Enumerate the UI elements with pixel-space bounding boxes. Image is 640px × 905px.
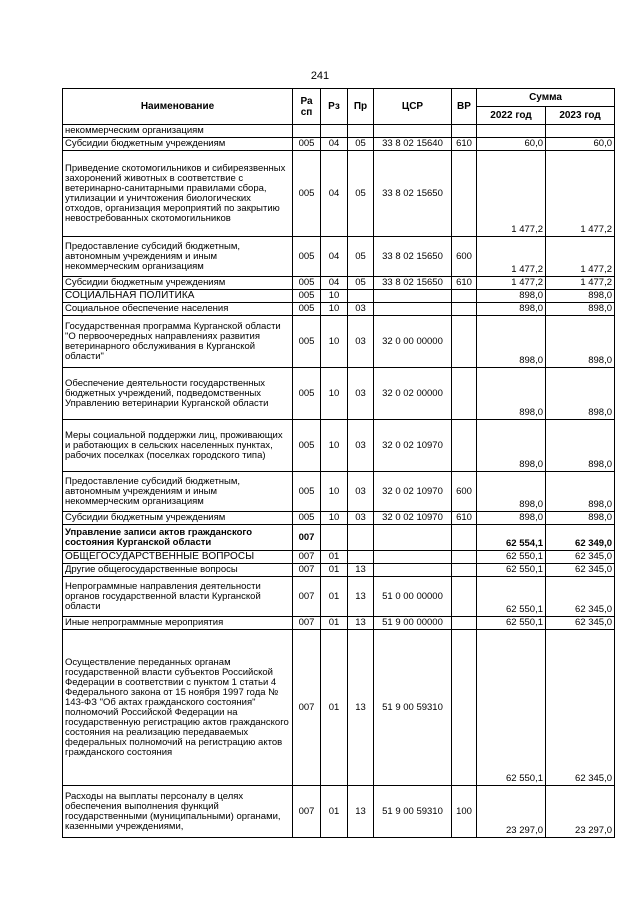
row-pr: 03	[348, 472, 374, 512]
row-name: Иные непрограммные мероприятия	[63, 617, 293, 630]
row-name: некоммерческим организациям	[63, 125, 293, 138]
row-pr: 03	[348, 368, 374, 420]
row-rasp: 005	[293, 277, 321, 290]
row-pr: 13	[348, 564, 374, 577]
row-sum-2023: 23 297,0	[546, 786, 615, 838]
row-pr: 13	[348, 577, 374, 617]
row-pr: 05	[348, 151, 374, 237]
table-row	[63, 512, 615, 525]
header-vr: ВР	[452, 89, 477, 125]
row-pr: 05	[348, 138, 374, 151]
header-sum: Сумма	[477, 89, 615, 107]
row-name: Субсидии бюджетным учреждениям	[63, 138, 293, 151]
row-vr: 610	[452, 512, 477, 525]
header-pr: Пр	[348, 89, 374, 125]
header-csr: ЦСР	[374, 89, 452, 125]
row-name: Другие общегосударственные вопросы	[63, 564, 293, 577]
row-csr: 33 8 02 15650	[374, 277, 452, 290]
page-number: 241	[310, 70, 330, 82]
row-rasp: 005	[293, 368, 321, 420]
table-row	[63, 237, 615, 277]
row-rz: 04	[321, 138, 348, 151]
row-vr	[452, 303, 477, 316]
row-vr	[452, 577, 477, 617]
row-name: Субсидии бюджетным учреждениям	[63, 512, 293, 525]
row-sum-2022: 60,0	[477, 138, 546, 151]
row-rz: 10	[321, 420, 348, 472]
row-sum-2023: 898,0	[546, 303, 615, 316]
table-row	[63, 551, 615, 564]
table-row	[63, 138, 615, 151]
row-vr: 100	[452, 786, 477, 838]
table-row	[63, 125, 615, 138]
row-rasp: 007	[293, 525, 321, 551]
header-2022: 2022 год	[477, 107, 546, 125]
table-row	[63, 290, 615, 303]
table-body	[63, 125, 615, 838]
row-sum-2023: 898,0	[546, 316, 615, 368]
row-csr	[374, 303, 452, 316]
row-name: Социальное обеспечение населения	[63, 303, 293, 316]
row-csr: 32 0 02 10970	[374, 512, 452, 525]
row-vr	[452, 316, 477, 368]
row-name: Приведение скотомогильников и сибиреязвенных захоронений животных в соответствие с ветеринарно-санитарными правилами сбора, утилизации и уничтожения биологических отходов, организация мероприятий по закрытию невостребованных скотомогильников	[63, 151, 293, 237]
row-rasp: 007	[293, 577, 321, 617]
row-sum-2023: 62 345,0	[546, 617, 615, 630]
budget-table	[62, 88, 615, 838]
table-row	[63, 577, 615, 617]
row-sum-2022: 62 550,1	[477, 630, 546, 786]
row-vr	[452, 617, 477, 630]
table-row	[63, 316, 615, 368]
row-sum-2022: 898,0	[477, 303, 546, 316]
row-pr: 05	[348, 237, 374, 277]
row-rz: 04	[321, 237, 348, 277]
row-csr	[374, 125, 452, 138]
row-rz: 10	[321, 303, 348, 316]
row-name: Управление записи актов гражданского состояния Курганской области	[63, 525, 293, 551]
row-vr	[452, 420, 477, 472]
row-sum-2022: 62 550,1	[477, 617, 546, 630]
row-name: Предоставление субсидий бюджетным, автономным учреждениям и иным некоммерческим организациям	[63, 237, 293, 277]
row-csr: 32 0 02 10970	[374, 420, 452, 472]
row-rz: 10	[321, 368, 348, 420]
row-sum-2022: 898,0	[477, 368, 546, 420]
row-sum-2022: 1 477,2	[477, 237, 546, 277]
row-rz: 04	[321, 277, 348, 290]
row-rasp: 005	[293, 316, 321, 368]
row-sum-2023: 1 477,2	[546, 277, 615, 290]
row-rasp	[293, 125, 321, 138]
row-csr: 32 0 02 10970	[374, 472, 452, 512]
row-rz: 10	[321, 316, 348, 368]
row-rasp: 005	[293, 151, 321, 237]
row-rz: 10	[321, 472, 348, 512]
row-rasp: 005	[293, 472, 321, 512]
row-pr	[348, 125, 374, 138]
row-rasp: 005	[293, 420, 321, 472]
row-pr	[348, 551, 374, 564]
row-name: Непрограммные направления деятельности органов государственной власти Курганской области	[63, 577, 293, 617]
row-csr	[374, 525, 452, 551]
row-csr: 51 0 00 00000	[374, 577, 452, 617]
row-name: Государственная программа Курганской области "О первоочередных направлениях развития ветеринарного обслуживания в Курганской области"	[63, 316, 293, 368]
row-rz: 01	[321, 617, 348, 630]
row-rasp: 005	[293, 138, 321, 151]
row-pr: 13	[348, 630, 374, 786]
row-vr: 610	[452, 138, 477, 151]
row-vr	[452, 125, 477, 138]
row-csr: 33 8 02 15640	[374, 138, 452, 151]
row-name: Обеспечение деятельности государственных бюджетных учреждений, подведомственных Управлению ветеринарии Курганской области	[63, 368, 293, 420]
row-sum-2022: 898,0	[477, 512, 546, 525]
row-rasp: 007	[293, 551, 321, 564]
table-row	[63, 617, 615, 630]
row-sum-2022: 898,0	[477, 290, 546, 303]
row-name: Меры социальной поддержки лиц, проживающих и работающих в сельских населенных пунктах, рабочих поселках (поселках городского типа)	[63, 420, 293, 472]
row-rasp: 007	[293, 564, 321, 577]
row-rz: 10	[321, 512, 348, 525]
row-pr: 05	[348, 277, 374, 290]
row-pr: 03	[348, 316, 374, 368]
row-sum-2023: 62 349,0	[546, 525, 615, 551]
table-row	[63, 630, 615, 786]
row-sum-2023: 898,0	[546, 290, 615, 303]
row-sum-2022: 23 297,0	[477, 786, 546, 838]
row-rz	[321, 525, 348, 551]
row-sum-2023: 62 345,0	[546, 630, 615, 786]
row-pr	[348, 290, 374, 303]
row-sum-2023: 62 345,0	[546, 564, 615, 577]
row-pr: 03	[348, 512, 374, 525]
row-pr: 13	[348, 786, 374, 838]
table-row	[63, 368, 615, 420]
row-rz	[321, 125, 348, 138]
row-csr: 32 0 02 00000	[374, 368, 452, 420]
row-sum-2022: 62 550,1	[477, 577, 546, 617]
row-name: Предоставление субсидий бюджетным, автономным учреждениям и иным некоммерческим организациям	[63, 472, 293, 512]
row-sum-2023: 898,0	[546, 512, 615, 525]
row-pr: 13	[348, 617, 374, 630]
row-rasp: 005	[293, 512, 321, 525]
row-csr: 33 8 02 15650	[374, 151, 452, 237]
row-sum-2022: 898,0	[477, 316, 546, 368]
row-rasp: 007	[293, 630, 321, 786]
table-row	[63, 786, 615, 838]
table-row	[63, 151, 615, 237]
row-sum-2022: 1 477,2	[477, 277, 546, 290]
header-2023: 2023 год	[546, 107, 615, 125]
row-csr	[374, 564, 452, 577]
row-csr	[374, 290, 452, 303]
row-sum-2023: 62 345,0	[546, 551, 615, 564]
table-row	[63, 303, 615, 316]
row-sum-2023	[546, 125, 615, 138]
table-row	[63, 525, 615, 551]
table-row	[63, 564, 615, 577]
row-sum-2023: 60,0	[546, 138, 615, 151]
row-csr	[374, 551, 452, 564]
row-sum-2022: 898,0	[477, 420, 546, 472]
row-sum-2022: 898,0	[477, 472, 546, 512]
row-vr: 600	[452, 237, 477, 277]
row-vr: 600	[452, 472, 477, 512]
row-sum-2022: 62 554,1	[477, 525, 546, 551]
table-row	[63, 472, 615, 512]
row-vr	[452, 290, 477, 303]
row-rasp: 007	[293, 617, 321, 630]
row-rasp: 005	[293, 303, 321, 316]
row-name: СОЦИАЛЬНАЯ ПОЛИТИКА	[63, 290, 293, 303]
row-sum-2023: 1 477,2	[546, 151, 615, 237]
row-csr: 51 9 00 59310	[374, 630, 452, 786]
row-vr	[452, 551, 477, 564]
row-rz: 04	[321, 151, 348, 237]
row-name: Осуществление переданных органам государственной власти субъектов Российской Федерации в соответствии с пунктом 1 статьи 4 Федерального закона от 15 ноября 1997 года № 143-ФЗ "Об актах гражданского состояния" полномочий Российской Федерации на государственную регистрацию актов гражданского состояния на реализацию передаваемых федеральных полномочий на регистрацию актов гражданского состояния	[63, 630, 293, 786]
row-sum-2023: 62 345,0	[546, 577, 615, 617]
row-rasp: 007	[293, 786, 321, 838]
row-vr	[452, 368, 477, 420]
row-name: Субсидии бюджетным учреждениям	[63, 277, 293, 290]
row-sum-2023: 898,0	[546, 420, 615, 472]
header-rasp: Ра сп	[293, 89, 321, 125]
row-sum-2022: 1 477,2	[477, 151, 546, 237]
table-row	[63, 420, 615, 472]
row-rasp: 005	[293, 237, 321, 277]
row-vr: 610	[452, 277, 477, 290]
header-rz: Рз	[321, 89, 348, 125]
header-name: Наименование	[63, 89, 293, 125]
row-name: Расходы на выплаты персоналу в целях обеспечения выполнения функций государственными (муниципальными) органами, казенными учреждениями,	[63, 786, 293, 838]
row-sum-2022: 62 550,1	[477, 564, 546, 577]
row-sum-2023: 898,0	[546, 368, 615, 420]
row-pr	[348, 525, 374, 551]
row-name: ОБЩЕГОСУДАРСТВЕННЫЕ ВОПРОСЫ	[63, 551, 293, 564]
row-sum-2023: 898,0	[546, 472, 615, 512]
row-sum-2022	[477, 125, 546, 138]
row-rz: 01	[321, 551, 348, 564]
row-sum-2023: 1 477,2	[546, 237, 615, 277]
row-rz: 01	[321, 564, 348, 577]
row-rasp: 005	[293, 290, 321, 303]
row-pr: 03	[348, 420, 374, 472]
row-rz: 01	[321, 577, 348, 617]
row-csr: 51 9 00 00000	[374, 617, 452, 630]
row-csr: 51 9 00 59310	[374, 786, 452, 838]
row-vr	[452, 564, 477, 577]
table-row	[63, 277, 615, 290]
row-csr: 33 8 02 15650	[374, 237, 452, 277]
row-rz: 01	[321, 786, 348, 838]
row-sum-2022: 62 550,1	[477, 551, 546, 564]
row-csr: 32 0 00 00000	[374, 316, 452, 368]
row-vr	[452, 525, 477, 551]
row-rz: 01	[321, 630, 348, 786]
row-pr: 03	[348, 303, 374, 316]
row-vr	[452, 630, 477, 786]
row-vr	[452, 151, 477, 237]
row-rz: 10	[321, 290, 348, 303]
